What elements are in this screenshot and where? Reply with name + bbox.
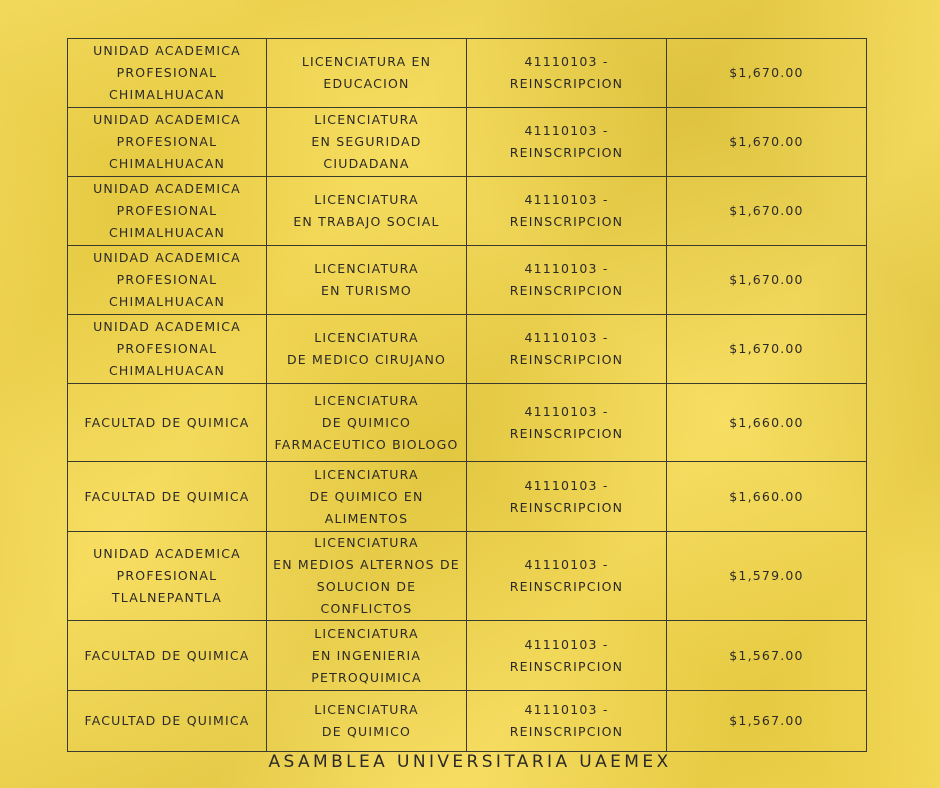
unit-cell: FACULTAD DE QUIMICA (68, 691, 267, 752)
fees-table (67, 38, 867, 752)
amount-cell: $1,670.00 (667, 177, 867, 246)
program-cell: LICENCIATURA EN SEGURIDAD CIUDADANA (267, 108, 467, 177)
program-cell: LICENCIATURA DE QUIMICO (267, 691, 467, 752)
amount-cell: $1,660.00 (667, 462, 867, 532)
concept-cell: 41110103 - REINSCRIPCION (467, 39, 667, 108)
table-row (68, 462, 867, 532)
table-row (68, 384, 867, 462)
table-row (68, 532, 867, 621)
unit-cell: UNIDAD ACADEMICA PROFESIONAL CHIMALHUACAN (68, 108, 267, 177)
table-row (68, 621, 867, 691)
concept-cell: 41110103 - REINSCRIPCION (467, 315, 667, 384)
unit-cell: FACULTAD DE QUIMICA (68, 621, 267, 691)
program-cell: LICENCIATURA EN MEDIOS ALTERNOS DE SOLUCION DE CONFLICTOS (267, 532, 467, 621)
concept-cell: 41110103 - REINSCRIPCION (467, 384, 667, 462)
unit-cell: UNIDAD ACADEMICA PROFESIONAL CHIMALHUACAN (68, 177, 267, 246)
table-row (68, 108, 867, 177)
program-cell: LICENCIATURA DE QUIMICO FARMACEUTICO BIOLOGO (267, 384, 467, 462)
program-cell: LICENCIATURA EN EDUCACION (267, 39, 467, 108)
unit-cell: UNIDAD ACADEMICA PROFESIONAL TLALNEPANTLA (68, 532, 267, 621)
table-row (68, 691, 867, 752)
amount-cell: $1,567.00 (667, 621, 867, 691)
concept-cell: 41110103 - REINSCRIPCION (467, 462, 667, 532)
unit-cell: UNIDAD ACADEMICA PROFESIONAL CHIMALHUACAN (68, 39, 267, 108)
unit-cell: UNIDAD ACADEMICA PROFESIONAL CHIMALHUACAN (68, 315, 267, 384)
program-cell: LICENCIATURA EN TURISMO (267, 246, 467, 315)
unit-cell: FACULTAD DE QUIMICA (68, 462, 267, 532)
amount-cell: $1,670.00 (667, 246, 867, 315)
amount-cell: $1,670.00 (667, 108, 867, 177)
concept-cell: 41110103 - REINSCRIPCION (467, 108, 667, 177)
concept-cell: 41110103 - REINSCRIPCION (467, 177, 667, 246)
unit-cell: FACULTAD DE QUIMICA (68, 384, 267, 462)
footer-caption: ASAMBLEA UNIVERSITARIA UAEMEX (268, 752, 672, 772)
unit-cell: UNIDAD ACADEMICA PROFESIONAL CHIMALHUACAN (68, 246, 267, 315)
concept-cell: 41110103 - REINSCRIPCION (467, 621, 667, 691)
program-cell: LICENCIATURA EN TRABAJO SOCIAL (267, 177, 467, 246)
concept-cell: 41110103 - REINSCRIPCION (467, 246, 667, 315)
amount-cell: $1,579.00 (667, 532, 867, 621)
program-cell: LICENCIATURA DE MEDICO CIRUJANO (267, 315, 467, 384)
concept-cell: 41110103 - REINSCRIPCION (467, 532, 667, 621)
table-row (68, 315, 867, 384)
program-cell: LICENCIATURA EN INGENIERIA PETROQUIMICA (267, 621, 467, 691)
amount-cell: $1,660.00 (667, 384, 867, 462)
table-row (68, 246, 867, 315)
concept-cell: 41110103 - REINSCRIPCION (467, 691, 667, 752)
table-row (68, 39, 867, 108)
program-cell: LICENCIATURA DE QUIMICO EN ALIMENTOS (267, 462, 467, 532)
table-row (68, 177, 867, 246)
amount-cell: $1,670.00 (667, 315, 867, 384)
amount-cell: $1,567.00 (667, 691, 867, 752)
amount-cell: $1,670.00 (667, 39, 867, 108)
